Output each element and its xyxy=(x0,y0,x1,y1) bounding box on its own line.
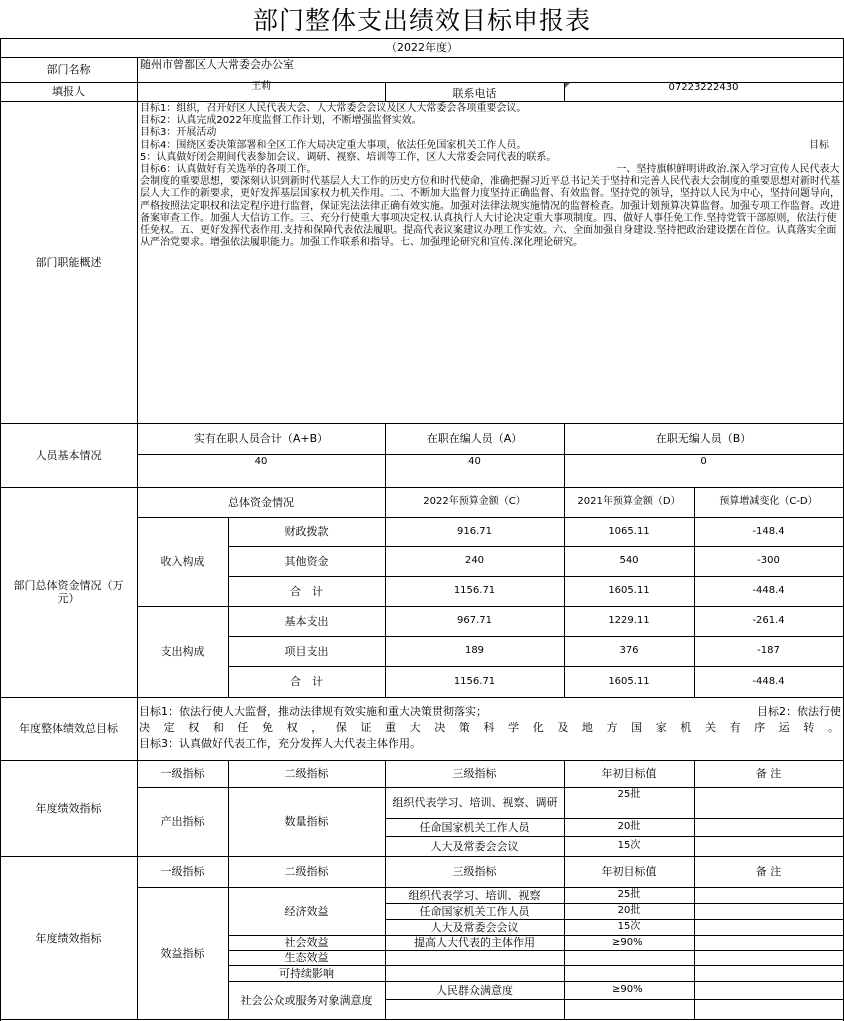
perf1-h-level1: 一级指标 xyxy=(160,767,205,780)
perf2-level1: 效益指标 xyxy=(160,947,205,960)
phone-value: 07223222430 xyxy=(668,82,739,93)
fund-row-c: 1156.71 xyxy=(453,585,496,596)
filler-label: 填报人 xyxy=(52,85,85,98)
perf2-satisfaction-target: ≥90% xyxy=(612,984,643,995)
duty-paragraph xyxy=(140,164,841,249)
fund-row-name: 合 计 xyxy=(290,675,323,688)
annual-goal-label: 年度整体绩效总目标 xyxy=(19,722,118,735)
funds-label: 部门总体资金情况（万元） xyxy=(13,579,124,605)
fund-row-d: 1229.11 xyxy=(608,615,650,626)
fund-row-c: 967.71 xyxy=(457,615,492,626)
form-title: 部门整体支出绩效目标申报表 xyxy=(252,6,591,35)
fund-row-cd: -448.4 xyxy=(752,675,785,687)
duty-detail: 一、坚持旗帜鲜明讲政治.深入学习宣传人民代表大会制度的重要思想，要深刻认识到新时代基层人大工作的历史方位和时代使命，准确把握习近平总书记关于坚持和完善人民代表大会制度的重要思想对新时代基层人大工作的新要求，更好发挥基层国家权力机关作用。二、不断加大监督力度坚持正确监督、有效监督。坚持党的领导，坚持以人民为中心，坚持问题导向，严格按照法定职权和法定程序进行监督，保证宪法法律正确有效实施。加强对法律法规实施情况的监督检查。加强计划预算决算监督。加强专项工作监督。改进备案审查工作。加强人大信访工作。三、充分行使重大事项决定权.认真执行人大讨论决定重大事项制度。四、做好人事任免工作.坚持党管干部原则，依法行使任免权。五、更好发挥代表作用.支持和保障代表依法履职。提高代表议案建议办理工作实效。六、全面加强自身建设.坚持把政治建设摆在首位。认真落实全面从严治党要求。增强依法履职能力。加强工作联系和指导。七、加强理论研究和宣传.深化理论研究。 xyxy=(140,164,840,249)
expense-label: 支出构成 xyxy=(160,645,205,658)
annual-goal-2-prefix: 目标2：依法行使 xyxy=(757,705,841,718)
perf2-econ: 经济效益 xyxy=(284,904,329,918)
staff-onbook-header: 在职在编人员（A） xyxy=(426,432,523,445)
fund-row-c: 916.71 xyxy=(457,525,492,537)
perf1-level1: 产出指标 xyxy=(160,815,205,828)
perf2-h-target: 年初目标值 xyxy=(601,865,657,878)
perf2-eco: 生态效益 xyxy=(284,951,329,964)
annual-goal-line-1 xyxy=(139,704,841,720)
fund-row-cd: -448.4 xyxy=(752,585,785,596)
fund-row-cd: -148.4 xyxy=(752,525,785,537)
perf2-label: 年度绩效指标 xyxy=(35,931,102,945)
perf2-h-level1: 一级指标 xyxy=(160,865,205,878)
perf2-h-level3: 三级指标 xyxy=(452,865,497,878)
funds-c-header: 2022年预算金额（C） xyxy=(423,496,526,507)
perf2-social: 社会效益 xyxy=(284,936,329,949)
fund-row-name: 其他资金 xyxy=(284,554,329,568)
duty-goal-4: 目标4：围绕区委决策部署和全区工作大局决定重大事项，依法任免国家机关工作人员。 xyxy=(140,139,527,151)
fund-row-d: 1605.11 xyxy=(608,675,650,687)
fund-row-d: 1065.11 xyxy=(608,525,650,537)
fund-row-d: 540 xyxy=(619,555,639,566)
duty-goal-5: 5：认真做好闭会期间代表参加会议、调研、视察、培训等工作，区人大常委会同代表的联系。 xyxy=(140,151,557,163)
perf2-social-target: ≥90% xyxy=(612,936,643,948)
perf2-econ-target: 15次 xyxy=(617,921,641,932)
fund-row-c: 1156.71 xyxy=(453,675,496,687)
perf1-row-target: 25批 xyxy=(617,789,641,800)
dept-name-label: 部门名称 xyxy=(46,63,91,76)
duties-label: 部门职能概述 xyxy=(35,255,102,269)
duty-goal-5-prefix: 目标 xyxy=(809,139,829,151)
fund-row-d: 1605.11 xyxy=(608,585,650,596)
duty-goal-3: 目标3：开展活动 xyxy=(140,127,217,139)
fund-row-name: 财政拨款 xyxy=(284,525,329,538)
fund-row-name: 合 计 xyxy=(290,584,323,598)
staff-offbook-value: 0 xyxy=(700,456,707,467)
staff-onbook-value: 40 xyxy=(468,456,481,467)
duty-goal-1: 目标1：组织，召开好区人民代表大会、人大常委会会议及区人大常委会各项重要会议。 xyxy=(140,103,527,114)
perf1-h-target: 年初目标值 xyxy=(601,767,657,780)
staff-total-value: 40 xyxy=(254,456,268,467)
perf2-satisfaction-l3: 人民群众满意度 xyxy=(436,983,513,997)
annual-goal-text xyxy=(139,704,841,752)
perf2-econ-l3: 任命国家机关工作人员 xyxy=(419,904,530,918)
fund-row-c: 189 xyxy=(464,645,485,656)
funds-d-header: 2021年预算金额（D） xyxy=(577,496,681,507)
perf1-row-l3: 人大及常委会会议 xyxy=(430,839,519,853)
staff-total-header: 实有在职人员合计（A+B） xyxy=(193,432,329,445)
perf2-h-level2: 二级指标 xyxy=(284,865,329,878)
perf2-h-remark: 备 注 xyxy=(755,865,782,878)
perf2-satisfaction: 社会公众或服务对象满意度 xyxy=(240,993,373,1007)
perf1-row-target: 20批 xyxy=(617,821,641,832)
funds-total-header: 总体资金情况 xyxy=(228,495,294,509)
annual-goal-3: 目标3：认真做好代表工作，充分发挥人大代表主体作用。 xyxy=(139,737,421,750)
phone-label: 联系电话 xyxy=(452,87,497,100)
fund-row-cd: -300 xyxy=(757,555,780,566)
perf2-sustain: 可持续影响 xyxy=(279,966,334,980)
perf1-h-level3: 三级指标 xyxy=(452,767,497,780)
annual-goal-2: 决定权和任免权，保证重大决策科学化及地方国家机关有序运转。 xyxy=(139,721,841,734)
duty-goal-2: 目标2：认真完成2022年度监督工作计划，不断增强监督实效。 xyxy=(140,115,422,127)
perf2-social-l3: 提高人大代表的主体作用 xyxy=(414,936,535,949)
fund-row-name: 基本支出 xyxy=(284,614,329,628)
funds-cd-header: 预算增减变化（C-D） xyxy=(719,496,818,507)
filler-name: 王莉 xyxy=(251,81,271,92)
perf2-econ-l3: 人大及常委会会议 xyxy=(430,920,519,934)
perf1-level2: 数量指标 xyxy=(284,815,329,828)
fund-row-d: 376 xyxy=(619,645,639,656)
form-year: （2022年度） xyxy=(386,41,458,54)
dept-name-value: 随州市曾都区人大常委会办公室 xyxy=(140,58,294,71)
income-label: 收入构成 xyxy=(160,555,205,568)
perf1-label: 年度绩效指标 xyxy=(35,801,102,815)
duty-goal-6: 目标6：认真做好有关选举的各项工作。 xyxy=(140,164,317,176)
fund-row-c: 240 xyxy=(464,555,485,566)
perf1-row-l3: 任命国家机关工作人员 xyxy=(419,820,530,834)
perf1-h-level2: 二级指标 xyxy=(284,767,329,780)
duty-goal-4-row xyxy=(140,140,841,152)
fund-row-cd: -261.4 xyxy=(752,615,785,626)
fund-row-name: 项目支出 xyxy=(284,644,329,658)
perf1-row-l3: 组织代表学习、培训、视察、调研 xyxy=(392,796,558,809)
fund-row-cd: -187 xyxy=(757,645,780,656)
cell-comment-marker xyxy=(565,83,570,88)
staff-offbook-header: 在职无编人员（B） xyxy=(655,432,752,445)
perf1-row-target: 15次 xyxy=(617,840,641,851)
perf2-econ-target: 20批 xyxy=(617,905,641,916)
annual-goal-1: 目标1：依法行使人大监督，推动法律规有效实施和重大决策贯彻落实； xyxy=(139,705,487,718)
perf1-h-remark: 备 注 xyxy=(755,767,782,780)
perf2-econ-l3: 组织代表学习、培训、视察 xyxy=(408,888,541,902)
staff-label: 人员基本情况 xyxy=(35,448,102,462)
perf2-econ-target: 25批 xyxy=(617,889,641,900)
duties-text xyxy=(138,102,843,422)
